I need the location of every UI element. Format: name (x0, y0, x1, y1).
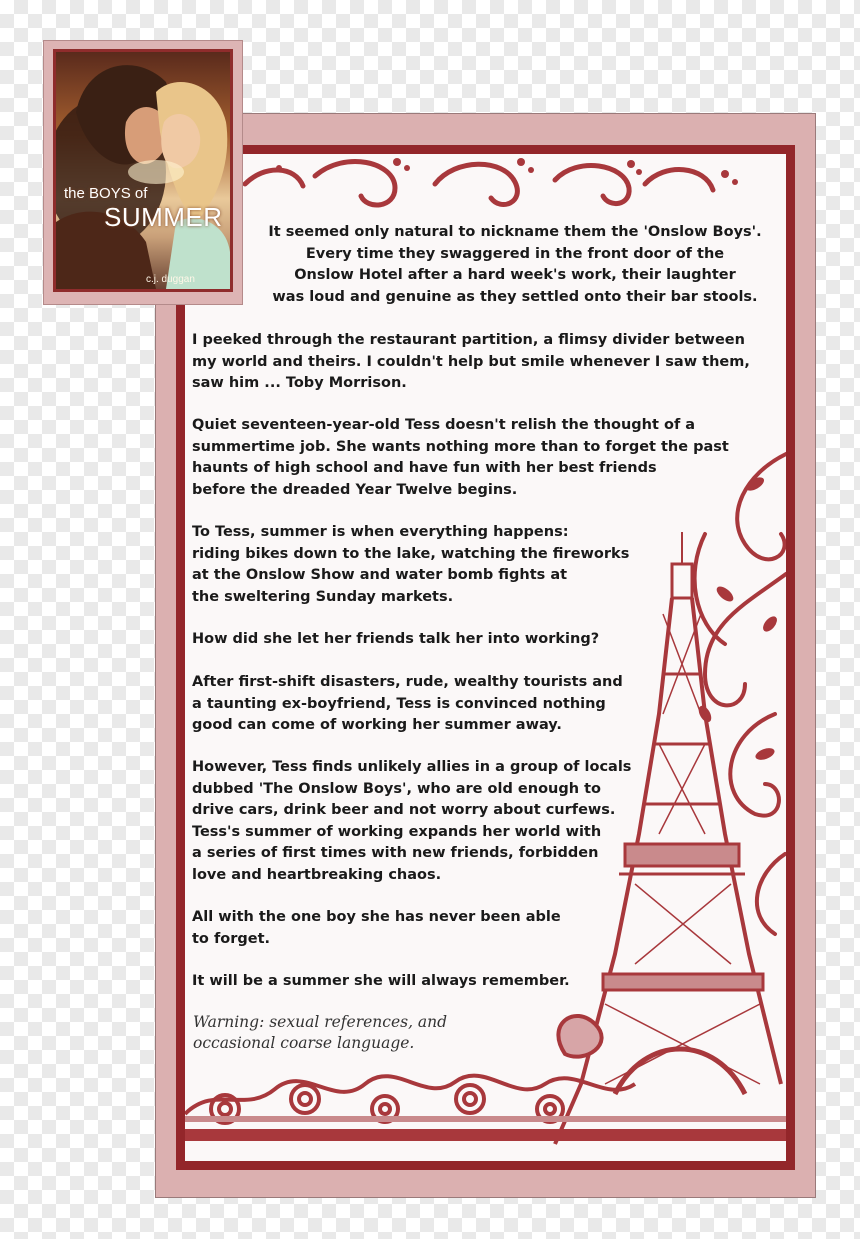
cover-title-line1: the BOYS of (64, 185, 148, 202)
cover-title-line2: SUMMER (104, 202, 223, 232)
paragraph-tess-intro (192, 415, 776, 501)
intro-line: Every time they swaggered in the front door of the (305, 245, 725, 262)
paragraph-line: a taunting ex-boyfriend, Tess is convinced nothing (192, 695, 606, 712)
intro-line: Onslow Hotel after a hard week's work, their laughter (294, 267, 736, 283)
paragraph-line: haunts of high school and have fun with her best friends (192, 460, 657, 476)
paragraph-line: Tess's summer of working expands her world with (192, 823, 602, 840)
intro-line: It seemed only natural to nickname them the 'Onslow Boys'. (268, 224, 762, 240)
couple-kissing-image (56, 52, 230, 289)
paragraph-line: at the Onslow Show and water bomb fights at (192, 567, 568, 583)
warning-line: Warning: sexual references, and (193, 1013, 448, 1031)
paragraph-line: All with the one boy she has never been able (192, 909, 561, 925)
paragraph-line: the sweltering Sunday markets. (192, 588, 454, 605)
paragraph-line: It will be a summer she will always remember. (192, 973, 570, 989)
paragraph-disasters (192, 672, 776, 737)
paragraph-line: riding bikes down to the lake, watching the fireworks (192, 545, 630, 562)
paragraph-line: Quiet seventeen-year-old Tess doesn't relish the thought of a (192, 417, 696, 433)
warning-line: occasional coarse language. (193, 1034, 415, 1052)
paragraph-summer (192, 522, 776, 608)
book-cover (53, 49, 233, 292)
paragraph-remember (192, 971, 776, 993)
paragraph-partition (192, 330, 776, 395)
paragraph-line: my world and theirs. I couldn't help but smile whenever I saw them, (192, 353, 750, 370)
cover-title (64, 186, 233, 230)
blurb-intro (245, 222, 785, 308)
paragraph-line: I peeked through the restaurant partition, a flimsy divider between (192, 332, 745, 348)
floral-swirl-icon (245, 161, 713, 205)
paragraph-line: good can come of working her summer away. (192, 717, 562, 733)
paragraph-line: saw him ... Toby Morrison. (192, 375, 407, 391)
paragraph-allies (192, 757, 776, 886)
paragraph-line: How did she let her friends talk her into working? (192, 631, 600, 647)
paragraph-line: a series of first times with new friends, forbidden (192, 845, 599, 861)
paragraph-line: before the dreaded Year Twelve begins. (192, 481, 518, 498)
paragraph-line: After first-shift disasters, rude, wealthy tourists and (192, 674, 623, 690)
paragraph-line: However, Tess finds unlikely allies in a group of locals (192, 759, 632, 775)
paragraph-line: dubbed 'The Onslow Boys', who are old enough to (192, 780, 601, 797)
paragraph-one-boy (192, 907, 776, 950)
paragraph-line: love and heartbreaking chaos. (192, 866, 442, 883)
paragraph-line: To Tess, summer is when everything happens: (192, 524, 569, 540)
paragraph-line: summertime job. She wants nothing more than to forget the past (192, 438, 729, 455)
intro-line: was loud and genuine as they settled onto their bar stools. (272, 288, 758, 305)
paragraph-question (192, 629, 776, 651)
paragraph-line: drive cars, drink beer and not worry about curfews. (192, 802, 616, 818)
paragraph-line: to forget. (192, 930, 271, 947)
content-warning (193, 1012, 553, 1054)
cover-author: c.j. duggan (146, 274, 195, 285)
